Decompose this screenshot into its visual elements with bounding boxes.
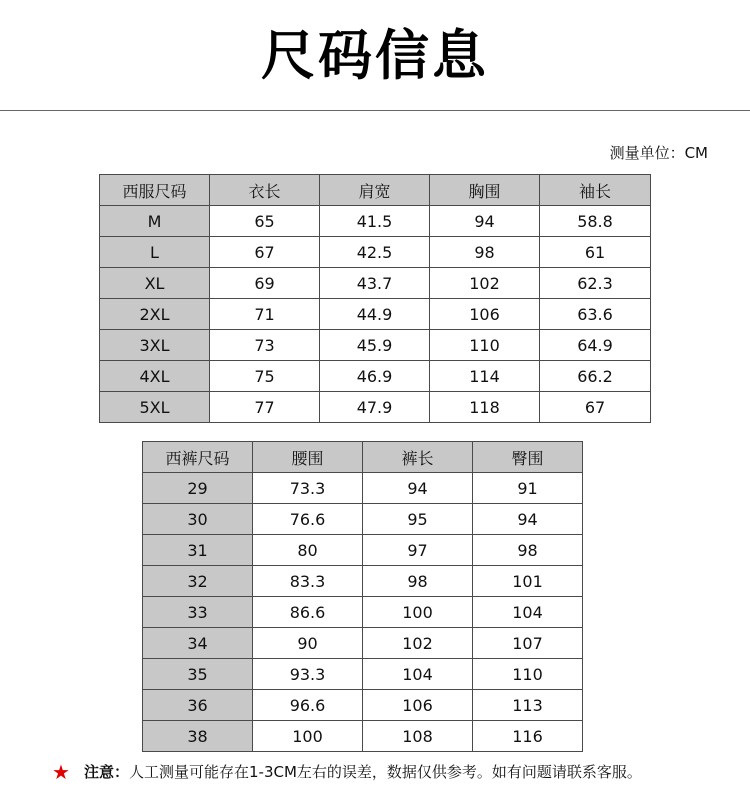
table-cell: 102 bbox=[430, 268, 540, 299]
table-cell: 64.9 bbox=[540, 330, 651, 361]
table-cell: 63.6 bbox=[540, 299, 651, 330]
table-cell: 106 bbox=[430, 299, 540, 330]
table-cell: 46.9 bbox=[320, 361, 430, 392]
column-header: 胸围 bbox=[430, 175, 540, 206]
size-label: 5XL bbox=[100, 392, 210, 423]
table-cell: 90 bbox=[253, 628, 363, 659]
table-cell: 47.9 bbox=[320, 392, 430, 423]
size-label: L bbox=[100, 237, 210, 268]
table-cell: 73.3 bbox=[253, 473, 363, 504]
table-cell: 42.5 bbox=[320, 237, 430, 268]
disclaimer-note bbox=[52, 761, 642, 783]
table-row bbox=[143, 628, 583, 659]
table-cell: 91 bbox=[473, 473, 583, 504]
table-cell: 80 bbox=[253, 535, 363, 566]
size-label: 29 bbox=[143, 473, 253, 504]
table-row bbox=[100, 330, 651, 361]
size-label: 38 bbox=[143, 721, 253, 752]
table-header-row bbox=[143, 442, 583, 473]
table-cell: 44.9 bbox=[320, 299, 430, 330]
note-text: 人工测量可能存在1-3CM左右的误差，数据仅供参考。如有问题请联系客服。 bbox=[129, 763, 642, 781]
table-cell: 69 bbox=[210, 268, 320, 299]
size-label: 4XL bbox=[100, 361, 210, 392]
table-cell: 71 bbox=[210, 299, 320, 330]
table-row bbox=[143, 535, 583, 566]
table-header-row bbox=[100, 175, 651, 206]
table-cell: 116 bbox=[473, 721, 583, 752]
table-cell: 58.8 bbox=[540, 206, 651, 237]
table-cell: 97 bbox=[363, 535, 473, 566]
table-cell: 100 bbox=[363, 597, 473, 628]
table-cell: 102 bbox=[363, 628, 473, 659]
table-cell: 75 bbox=[210, 361, 320, 392]
table-cell: 98 bbox=[430, 237, 540, 268]
column-header: 西服尺码 bbox=[100, 175, 210, 206]
table-cell: 65 bbox=[210, 206, 320, 237]
pants-size-table bbox=[142, 441, 583, 752]
size-label: 36 bbox=[143, 690, 253, 721]
table-cell: 100 bbox=[253, 721, 363, 752]
table-cell: 98 bbox=[473, 535, 583, 566]
column-header: 裤长 bbox=[363, 442, 473, 473]
table-cell: 104 bbox=[473, 597, 583, 628]
size-label: 31 bbox=[143, 535, 253, 566]
table-row bbox=[100, 299, 651, 330]
table-cell: 94 bbox=[430, 206, 540, 237]
table-row bbox=[143, 659, 583, 690]
size-label: XL bbox=[100, 268, 210, 299]
table-cell: 110 bbox=[473, 659, 583, 690]
table-cell: 110 bbox=[430, 330, 540, 361]
table-cell: 43.7 bbox=[320, 268, 430, 299]
table-row bbox=[143, 690, 583, 721]
page-title: 尺码信息 bbox=[261, 24, 489, 87]
title-divider bbox=[0, 110, 750, 111]
table-row bbox=[100, 361, 651, 392]
suit-size-table bbox=[99, 174, 651, 423]
note-label: 注意： bbox=[84, 763, 130, 781]
table-cell: 95 bbox=[363, 504, 473, 535]
table-cell: 61 bbox=[540, 237, 651, 268]
table-cell: 114 bbox=[430, 361, 540, 392]
table-cell: 45.9 bbox=[320, 330, 430, 361]
table-cell: 108 bbox=[363, 721, 473, 752]
table-cell: 62.3 bbox=[540, 268, 651, 299]
star-icon: ★ bbox=[52, 760, 70, 784]
table-cell: 67 bbox=[540, 392, 651, 423]
table-row bbox=[143, 504, 583, 535]
size-label: M bbox=[100, 206, 210, 237]
size-label: 30 bbox=[143, 504, 253, 535]
table-cell: 73 bbox=[210, 330, 320, 361]
table-row bbox=[143, 473, 583, 504]
column-header: 袖长 bbox=[540, 175, 651, 206]
table-row bbox=[100, 237, 651, 268]
measurement-unit: 测量单位：CM bbox=[609, 144, 708, 162]
table-cell: 104 bbox=[363, 659, 473, 690]
table-cell: 93.3 bbox=[253, 659, 363, 690]
column-header: 臀围 bbox=[473, 442, 583, 473]
table-cell: 66.2 bbox=[540, 361, 651, 392]
column-header: 肩宽 bbox=[320, 175, 430, 206]
size-label: 34 bbox=[143, 628, 253, 659]
table-cell: 106 bbox=[363, 690, 473, 721]
table-cell: 67 bbox=[210, 237, 320, 268]
table-cell: 113 bbox=[473, 690, 583, 721]
size-label: 2XL bbox=[100, 299, 210, 330]
table-cell: 118 bbox=[430, 392, 540, 423]
table-cell: 41.5 bbox=[320, 206, 430, 237]
size-label: 32 bbox=[143, 566, 253, 597]
table-row bbox=[143, 597, 583, 628]
column-header: 腰围 bbox=[253, 442, 363, 473]
table-row bbox=[100, 392, 651, 423]
table-cell: 77 bbox=[210, 392, 320, 423]
size-label: 33 bbox=[143, 597, 253, 628]
table-cell: 94 bbox=[473, 504, 583, 535]
table-cell: 94 bbox=[363, 473, 473, 504]
table-row bbox=[143, 721, 583, 752]
table-cell: 76.6 bbox=[253, 504, 363, 535]
table-cell: 101 bbox=[473, 566, 583, 597]
column-header: 衣长 bbox=[210, 175, 320, 206]
table-row bbox=[143, 566, 583, 597]
column-header: 西裤尺码 bbox=[143, 442, 253, 473]
table-row bbox=[100, 268, 651, 299]
table-cell: 98 bbox=[363, 566, 473, 597]
table-cell: 107 bbox=[473, 628, 583, 659]
size-label: 35 bbox=[143, 659, 253, 690]
table-row bbox=[100, 206, 651, 237]
table-cell: 86.6 bbox=[253, 597, 363, 628]
table-cell: 83.3 bbox=[253, 566, 363, 597]
table-cell: 96.6 bbox=[253, 690, 363, 721]
size-label: 3XL bbox=[100, 330, 210, 361]
